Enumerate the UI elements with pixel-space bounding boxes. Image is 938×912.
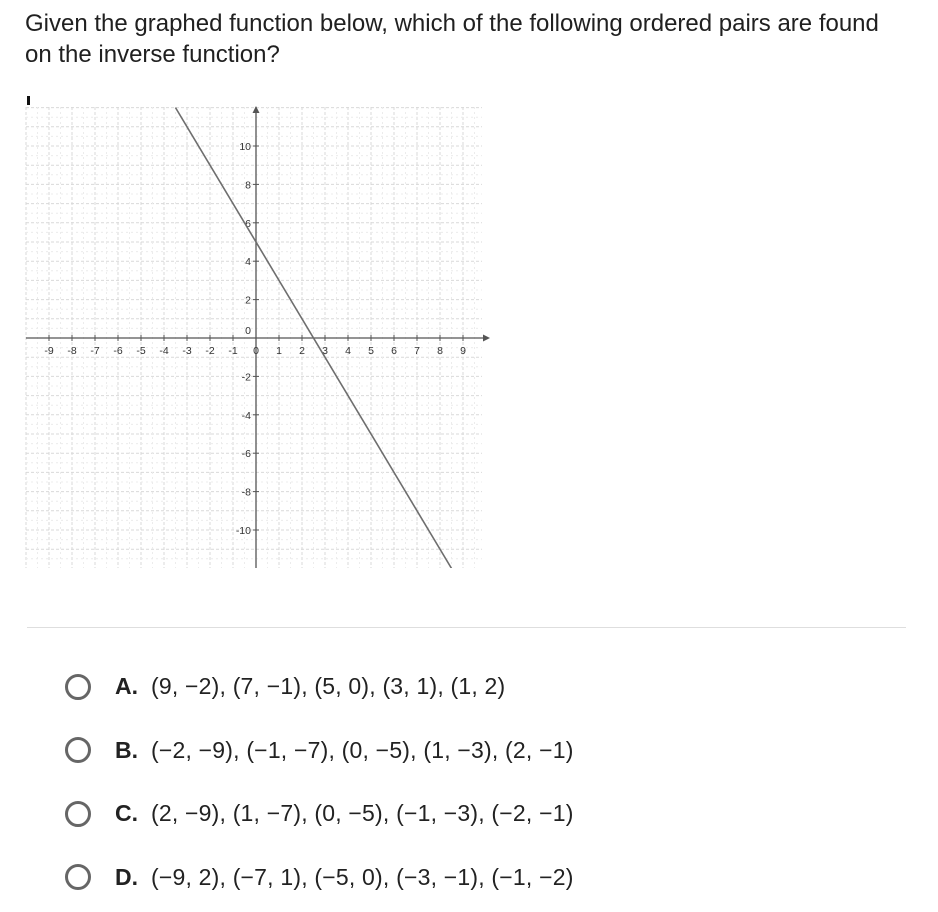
y-tick-label: 0 [245,325,251,337]
choice-letter: C. [115,800,138,827]
x-tick-label: -9 [44,345,54,357]
y-tick-label: 2 [245,294,251,307]
x-tick-label: 9 [460,345,466,357]
graph-canvas [20,100,496,572]
y-tick-label: -8 [241,486,251,499]
radio-button-icon[interactable] [65,674,91,700]
y-tick-label: -4 [241,409,251,422]
choice-letter: B. [115,736,138,763]
x-tick-label: 7 [414,345,420,357]
choice-c[interactable] [60,782,900,846]
choice-b[interactable] [60,719,900,783]
radio-button-icon[interactable] [65,801,91,827]
x-tick-label: 8 [437,345,443,357]
divider [27,627,906,628]
choice-text: (−9, 2), (−7, 1), (−5, 0), (−3, −1), (−1, −2) [151,863,574,890]
x-tick-label: -6 [113,345,123,357]
x-tick-label: 5 [368,345,374,357]
y-tick-label: 10 [239,141,251,153]
y-tick-label: 4 [245,256,251,269]
choice-a[interactable] [60,655,900,719]
x-tick-label: -1 [228,345,238,357]
x-tick-label: 6 [391,345,397,357]
choice-letter: A. [115,673,138,700]
x-tick-label: -5 [136,345,146,357]
y-tick-label: 6 [245,217,251,230]
question-text: Given the graphed function below, which of the following ordered pairs are found on the inverse function? [25,10,879,68]
x-tick-label: 3 [322,345,328,357]
x-tick-label: -4 [159,345,169,357]
x-tick-label: -7 [90,345,100,357]
x-axis-arrow-icon [483,335,490,342]
radio-button-icon[interactable] [65,864,91,890]
radio-button-icon[interactable] [65,737,91,763]
choice-text: (−2, −9), (−1, −7), (0, −5), (1, −3), (2, −1) [151,736,574,763]
x-tick-label: 0 [253,345,259,357]
choice-d[interactable] [60,846,900,910]
x-tick-label: -3 [182,345,192,357]
x-tick-label: 4 [345,345,351,357]
y-axis-arrow-icon [253,106,260,113]
function-graph [20,100,496,572]
x-tick-label: 2 [299,345,305,357]
choice-text: (2, −9), (1, −7), (0, −5), (−1, −3), (−2, −1) [151,800,574,827]
choice-letter: D. [115,863,138,890]
answer-choices [60,655,900,909]
y-tick-label: -2 [241,371,251,384]
x-tick-label: -8 [67,345,77,357]
x-tick-label: 1 [276,345,282,357]
choice-text: (9, −2), (7, −1), (5, 0), (3, 1), (1, 2) [151,673,506,700]
y-tick-label: -6 [241,448,251,461]
x-tick-label: -2 [205,345,215,357]
y-tick-label: -10 [235,525,251,537]
y-tick-label: 8 [245,179,251,192]
